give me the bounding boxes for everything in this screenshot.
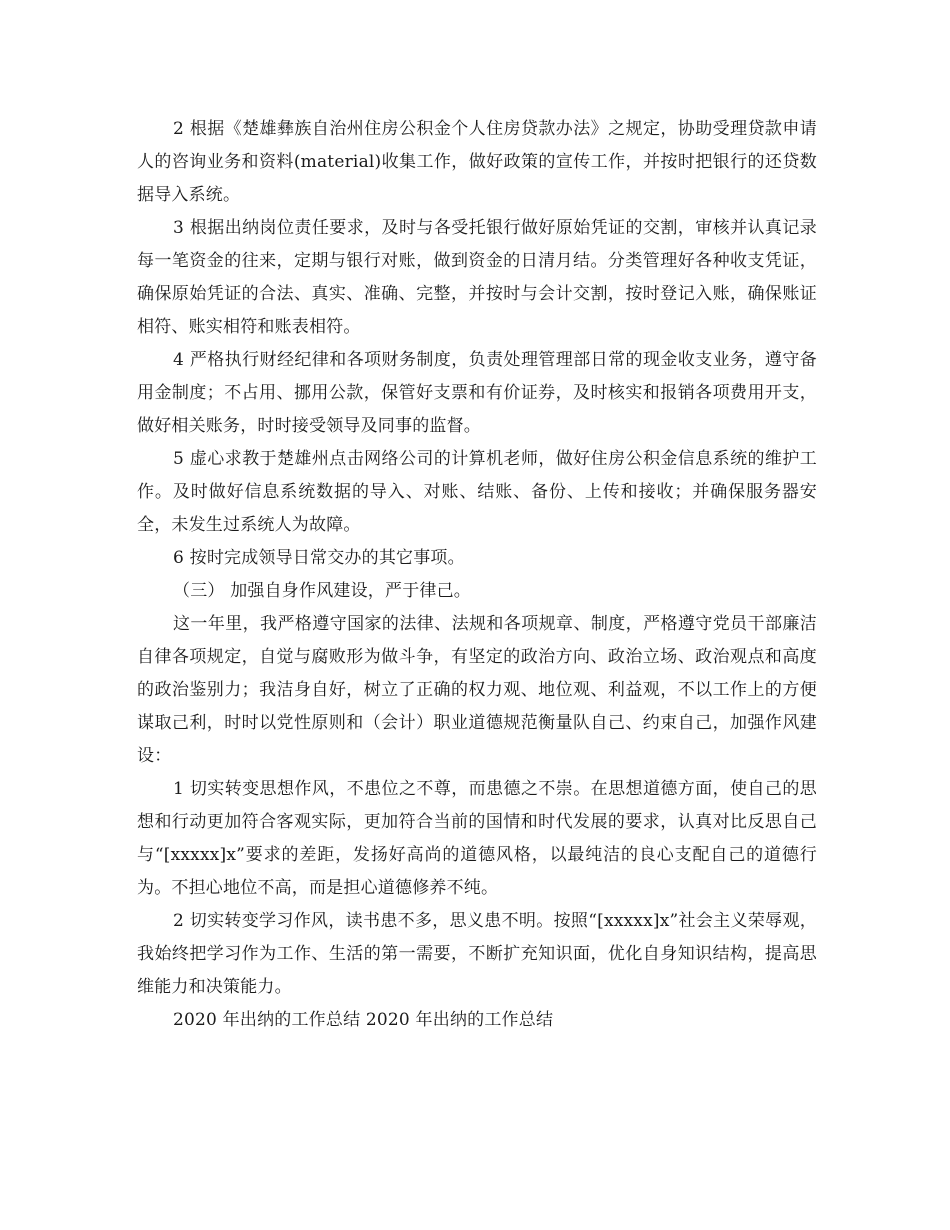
document-footer-title: 2020 年出纳的工作总结 2020 年出纳的工作总结: [173, 1010, 554, 1030]
paragraph-item-2: 2 根据《楚雄彝族自治州住房公积金个人住房贷款办法》之规定，协助受理贷款申请人的咨询业务和资料(material)收集工作，做好政策的宣传工作，并按时把银行的还贷数据导入系统。: [137, 119, 817, 205]
paragraph-style-item-1: 1 切实转变思想作风，不患位之不尊，而患德之不崇。在思想道德方面，使自己的思想和行动更加符合客观实际，更加符合当前的国情和时代发展的要求，认真对比反思自己与“[xxxxx]x”要求的差距，发扬好高尚的道德风格，以最纯洁的良心支配自己的道德行为。不担心地位不高，而是担心道德修养不纯。: [137, 779, 817, 898]
paragraph-style-item-2: 2 切实转变学习作风，读书患不多，思义患不明。按照“[xxxxx]x”社会主义荣辱观，我始终把学习作为工作、生活的第一需要，不断扩充知识面，优化自身知识结构，提高思维能力和决策能力。: [137, 911, 817, 997]
section-heading-3: （三） 加强自身作风建设，严于律己。: [173, 581, 472, 601]
paragraph-item-6: 6 按时完成领导日常交办的其它事项。: [173, 548, 465, 568]
paragraph-item-3: 3 根据出纳岗位责任要求，及时与各受托银行做好原始凭证的交割，审核并认真记录每一笔资金的往来，定期与银行对账，做到资金的日清月结。分类管理好各种收支凭证，确保原始凭证的合法、真实、准确、完整，并按时与会计交割，按时登记入账，确保账证相符、账实相符和账表相符。: [137, 218, 817, 337]
paragraph-item-5: 5 虚心求教于楚雄州点击网络公司的计算机老师，做好住房公积金信息系统的维护工作。及时做好信息系统数据的导入、对账、结账、备份、上传和接收；并确保服务器安全，未发生过系统人为故障。: [137, 449, 817, 535]
paragraph-section-intro: 这一年里，我严格遵守国家的法律、法规和各项规章、制度，严格遵守党员干部廉洁自律各项规定，自觉与腐败形为做斗争，有坚定的政治方向、政治立场、政治观点和高度的政治鉴别力；我洁身自好，树立了正确的权力观、地位观、利益观，不以工作上的方便谋取己利，时时以党性原则和（会计）职业道德规范衡量队自己、约束自己，加强作风建设：: [137, 614, 817, 766]
document-body: [137, 113, 817, 1037]
paragraph-item-4: 4 严格执行财经纪律和各项财务制度，负责处理管理部日常的现金收支业务，遵守备用金制度；不占用、挪用公款，保管好支票和有价证券，及时核实和报销各项费用开支，做好相关账务，时时接受领导及同事的监督。: [137, 350, 817, 436]
